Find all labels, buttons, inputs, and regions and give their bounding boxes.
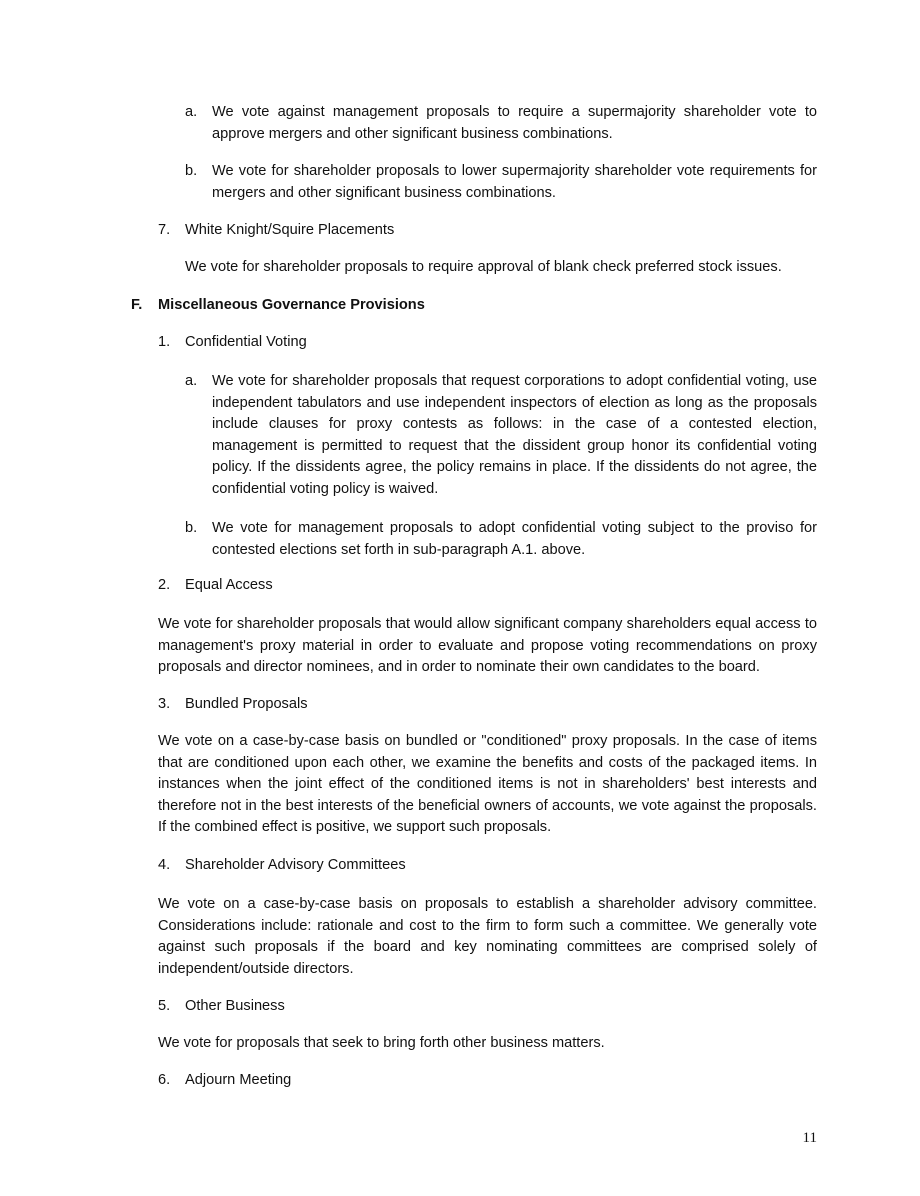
confidential-voting-shareholder-paragraph: We vote for shareholder proposals that request corporations to adopt confidential voting, use independent tabulators and use independent inspectors of election as long as the proposals include clauses for proxy contests as follows: in the case of a contested election, management is permitted to request that the dissident group honor its confidential voting policy. If the dissidents agree, the policy remains in place. If the dissidents do not agree, the confidential voting policy is waived. [212,373,817,497]
list-marker: b. [185,163,198,179]
confidential-voting-heading: Confidential Voting [185,334,307,350]
item-number: 6. [158,1072,171,1088]
section-f-heading: Miscellaneous Governance Provisions [158,297,425,313]
other-business-heading: Other Business [185,998,285,1014]
equal-access-heading: Equal Access [185,577,273,593]
bundled-proposals-paragraph: We vote on a case-by-case basis on bundled or "conditioned" proxy proposals. In the case of items that are conditioned upon each other, we examine the benefits and costs of the packaged items. In instances when the joint effect of the conditioned items is not in shareholders' best interests and therefore not in the best interests of the beneficial owners of accounts, we vote against the proposals. If the combined effect is positive, we support such proposals. [158,733,817,835]
section-letter: F. [131,297,143,313]
item-number: 2. [158,577,171,593]
bundled-proposals-heading: Bundled Proposals [185,696,308,712]
list-marker: b. [185,520,198,536]
confidential-voting-management-paragraph: We vote for management proposals to adopt confidential voting subject to the proviso for contested elections set forth in sub-paragraph A.1. above. [212,520,817,558]
list-marker: a. [185,373,198,389]
equal-access-paragraph: We vote for shareholder proposals that would allow significant company shareholders equal access to management's proxy material in order to evaluate and propose voting recommendations on proxy proposals and director nominees, and in order to nominate their own candidates to the board. [158,616,817,675]
advisory-committees-paragraph: We vote on a case-by-case basis on proposals to establish a shareholder advisory committee. Considerations include: rationale and cost to the firm to form such a committee. We generally vote against such proposals if the board and key nominating committees are comprised solely of independent/outside directors. [158,896,817,977]
adjourn-meeting-heading: Adjourn Meeting [185,1072,292,1088]
item-number: 5. [158,998,171,1014]
advisory-committees-heading: Shareholder Advisory Committees [185,857,406,873]
page-number: 11 [802,1130,817,1146]
item-number: 4. [158,857,171,873]
white-knight-heading: White Knight/Squire Placements [185,222,395,238]
item-number: 7. [158,222,171,238]
lower-supermajority-paragraph: We vote for shareholder proposals to lower supermajority shareholder vote requirements for mergers and other significant business combinations. [212,163,817,201]
list-marker: a. [185,104,198,120]
other-business-paragraph: We vote for proposals that seek to bring forth other business matters. [158,1035,605,1051]
item-number: 1. [158,334,171,350]
white-knight-paragraph: We vote for shareholder proposals to require approval of blank check preferred stock issues. [185,259,782,275]
supermajority-mergers-paragraph: We vote against management proposals to require a supermajority shareholder vote to approve mergers and other significant business combinations. [212,104,817,142]
item-number: 3. [158,696,171,712]
